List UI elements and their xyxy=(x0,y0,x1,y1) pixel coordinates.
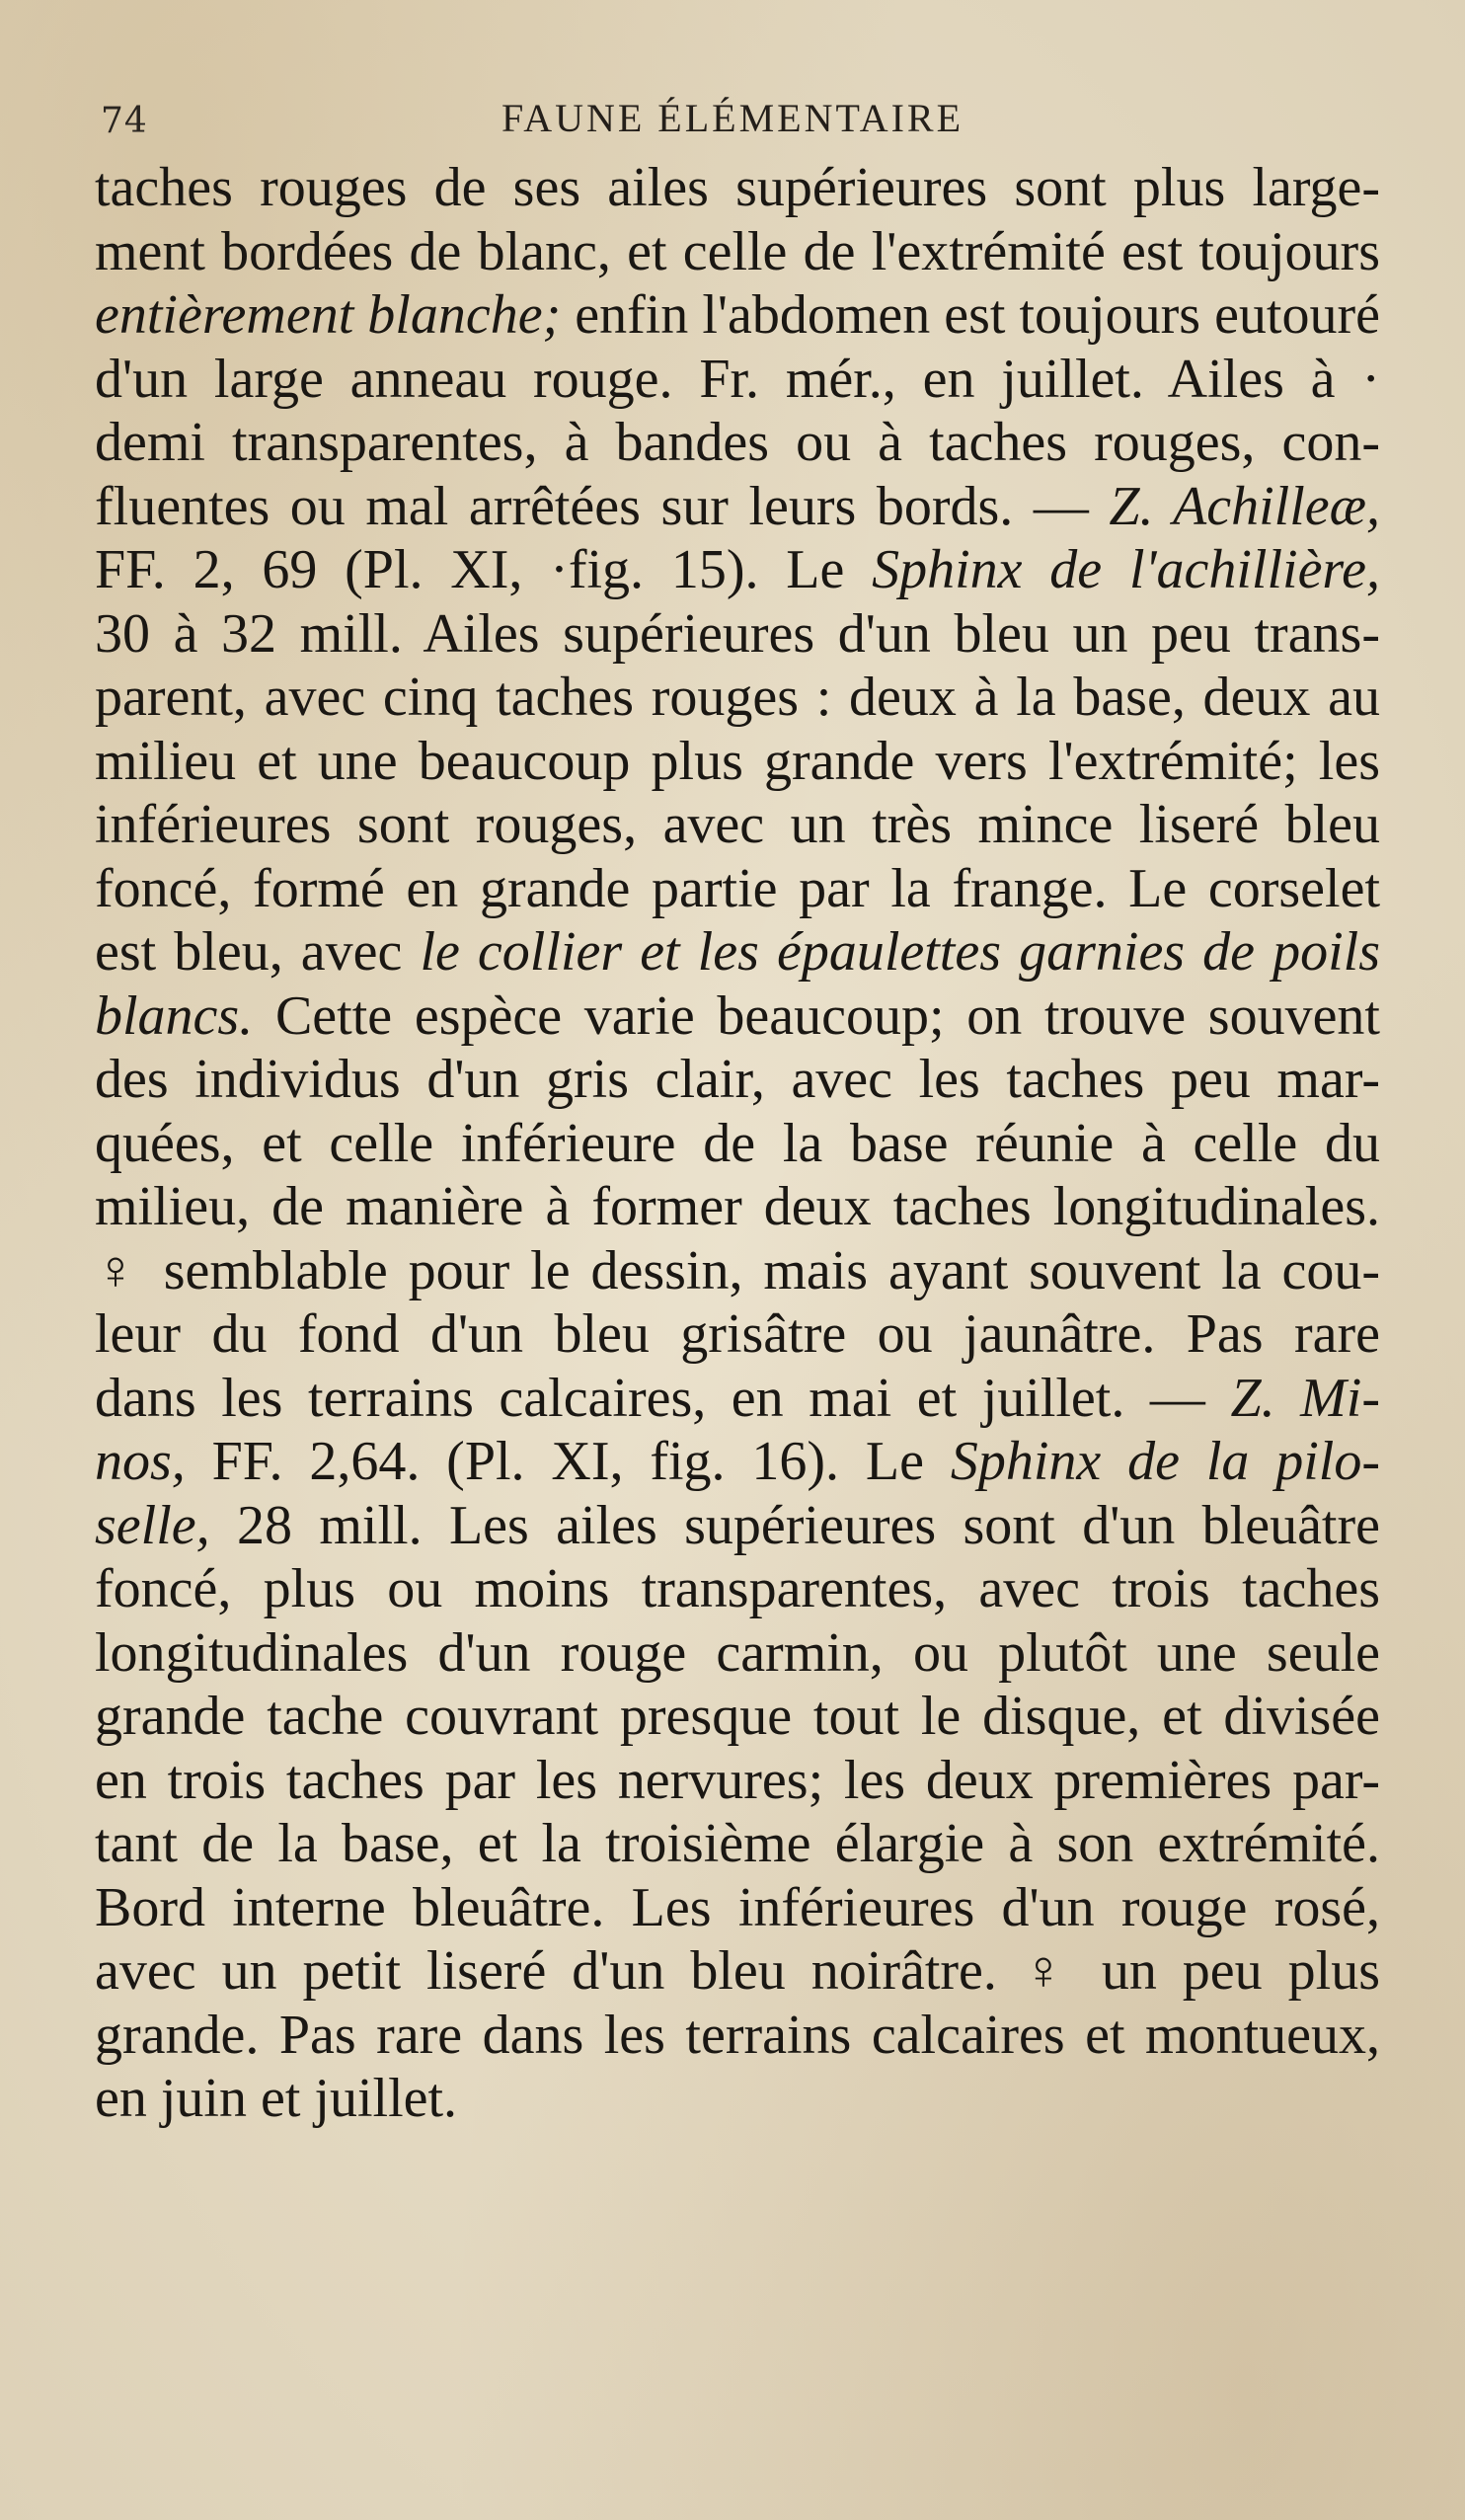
text-segment: enfin l'abdomen est toujours eutouré xyxy=(561,284,1380,346)
italic-text: nos, xyxy=(95,1431,186,1492)
text-line xyxy=(95,730,1380,794)
text-line xyxy=(95,1557,1380,1621)
text-segment: 30 à 32 mill. Ailes supérieures d'un bleu un peu trans- xyxy=(95,602,1380,665)
text-line xyxy=(95,2004,1380,2068)
text-segment: parent, avec cinq taches rouges : deux à la base, deux au xyxy=(95,667,1380,728)
italic-text: le collier et les épaulettes garnies de poils xyxy=(420,921,1380,983)
text-line xyxy=(95,1367,1380,1431)
body-text xyxy=(95,156,1380,2131)
italic-text: entièrement blanche; xyxy=(95,284,562,346)
page-number: 74 xyxy=(101,101,148,141)
text-line xyxy=(95,1621,1380,1686)
text-line xyxy=(95,1239,1380,1303)
text-segment: Cette espèce varie beaucoup; on trouve souvent xyxy=(253,984,1380,1047)
text-line xyxy=(95,1939,1380,2004)
text-segment: foncé, formé en grande partie par la frange. Le corselet xyxy=(95,857,1380,919)
italic-text: blancs. xyxy=(95,984,254,1047)
text-line xyxy=(95,2067,1380,2131)
text-segment: avec un petit liseré d'un bleu noirâtre. ♀ un peu plus xyxy=(95,1940,1380,2002)
text-segment: inférieures sont rouges, avec un très mince liseré bleu xyxy=(95,794,1380,855)
text-segment: Bord interne bleuâtre. Les inférieures d'un rouge rosé, xyxy=(95,1876,1380,1938)
text-segment: milieu et une beaucoup plus grande vers l'extrémité; les xyxy=(95,730,1380,792)
text-line xyxy=(95,156,1380,220)
text-line xyxy=(95,920,1380,984)
text-line xyxy=(95,1430,1380,1494)
text-segment: fluentes ou mal arrêtées sur leurs bords. — xyxy=(95,475,1110,537)
text-line xyxy=(95,411,1380,475)
text-line xyxy=(95,348,1380,412)
text-segment: demi transparentes, à bandes ou à taches rouges, con- xyxy=(95,412,1380,473)
text-segment: des individus d'un gris clair, avec les taches peu mar- xyxy=(95,1049,1380,1110)
text-segment: foncé, plus ou moins transparentes, avec trois taches xyxy=(95,1558,1380,1619)
text-line xyxy=(95,1112,1380,1176)
page-header xyxy=(95,87,1370,146)
text-segment: ♀ semblable pour le dessin, mais ayant souvent la cou- xyxy=(95,1239,1380,1301)
text-line xyxy=(95,220,1380,284)
text-line xyxy=(95,984,1380,1049)
italic-text: Sphinx de l'achillière, xyxy=(872,539,1380,600)
text-line xyxy=(95,666,1380,730)
text-line xyxy=(95,1812,1380,1876)
italic-text: Z. Mi- xyxy=(1230,1367,1380,1429)
text-segment: en trois taches par les nervures; les deux premières par- xyxy=(95,1749,1380,1811)
text-line xyxy=(95,283,1380,348)
italic-text: Sphinx de la pilo- xyxy=(950,1431,1380,1492)
text-segment: d'un large anneau rouge. Fr. mér., en juillet. Ailes à · xyxy=(95,348,1380,410)
text-line xyxy=(95,857,1380,921)
running-title: FAUNE ÉLÉMENTAIRE xyxy=(501,96,964,140)
text-segment: 28 mill. Les ailes supérieures sont d'un bleuâtre xyxy=(209,1494,1380,1556)
text-segment: grande. Pas rare dans les terrains calcaires et montueux, xyxy=(95,2004,1380,2066)
text-segment: leur du fond d'un bleu grisâtre ou jaunâtre. Pas rare xyxy=(95,1303,1380,1365)
text-segment: FF. 2, 69 (Pl. XI, ·fig. 15). Le xyxy=(95,539,873,600)
text-segment: FF. 2,64. (Pl. XI, fig. 16). Le xyxy=(185,1431,951,1492)
italic-text: selle, xyxy=(95,1494,210,1556)
text-segment: tant de la base, et la troisième élargie à son extrémité. xyxy=(95,1813,1380,1874)
text-segment: milieu, de manière à former deux taches longitudinales. xyxy=(95,1176,1380,1237)
text-segment: quées, et celle inférieure de la base réunie à celle du xyxy=(95,1112,1380,1174)
text-line xyxy=(95,1876,1380,1940)
text-line xyxy=(95,1048,1380,1112)
text-line xyxy=(95,1302,1380,1367)
text-line xyxy=(95,1494,1380,1558)
italic-text: Z. Achilleæ, xyxy=(1109,475,1380,537)
text-segment: ment bordées de blanc, et celle de l'extrémité est toujours xyxy=(95,220,1380,282)
text-line xyxy=(95,1685,1380,1749)
text-segment: grande tache couvrant presque tout le disque, et divisée xyxy=(95,1686,1380,1747)
text-line xyxy=(95,1175,1380,1239)
text-line xyxy=(95,538,1380,602)
text-line xyxy=(95,475,1380,539)
text-segment: dans les terrains calcaires, en mai et juillet. — xyxy=(95,1367,1231,1429)
text-line xyxy=(95,602,1380,667)
text-line xyxy=(95,1749,1380,1813)
text-segment: taches rouges de ses ailes supérieures sont plus large- xyxy=(95,157,1380,218)
text-segment: en juin et juillet. xyxy=(95,2068,458,2129)
text-line xyxy=(95,793,1380,857)
text-segment: est bleu, avec xyxy=(95,921,421,983)
text-segment: longitudinales d'un rouge carmin, ou plutôt une seule xyxy=(95,1621,1380,1684)
